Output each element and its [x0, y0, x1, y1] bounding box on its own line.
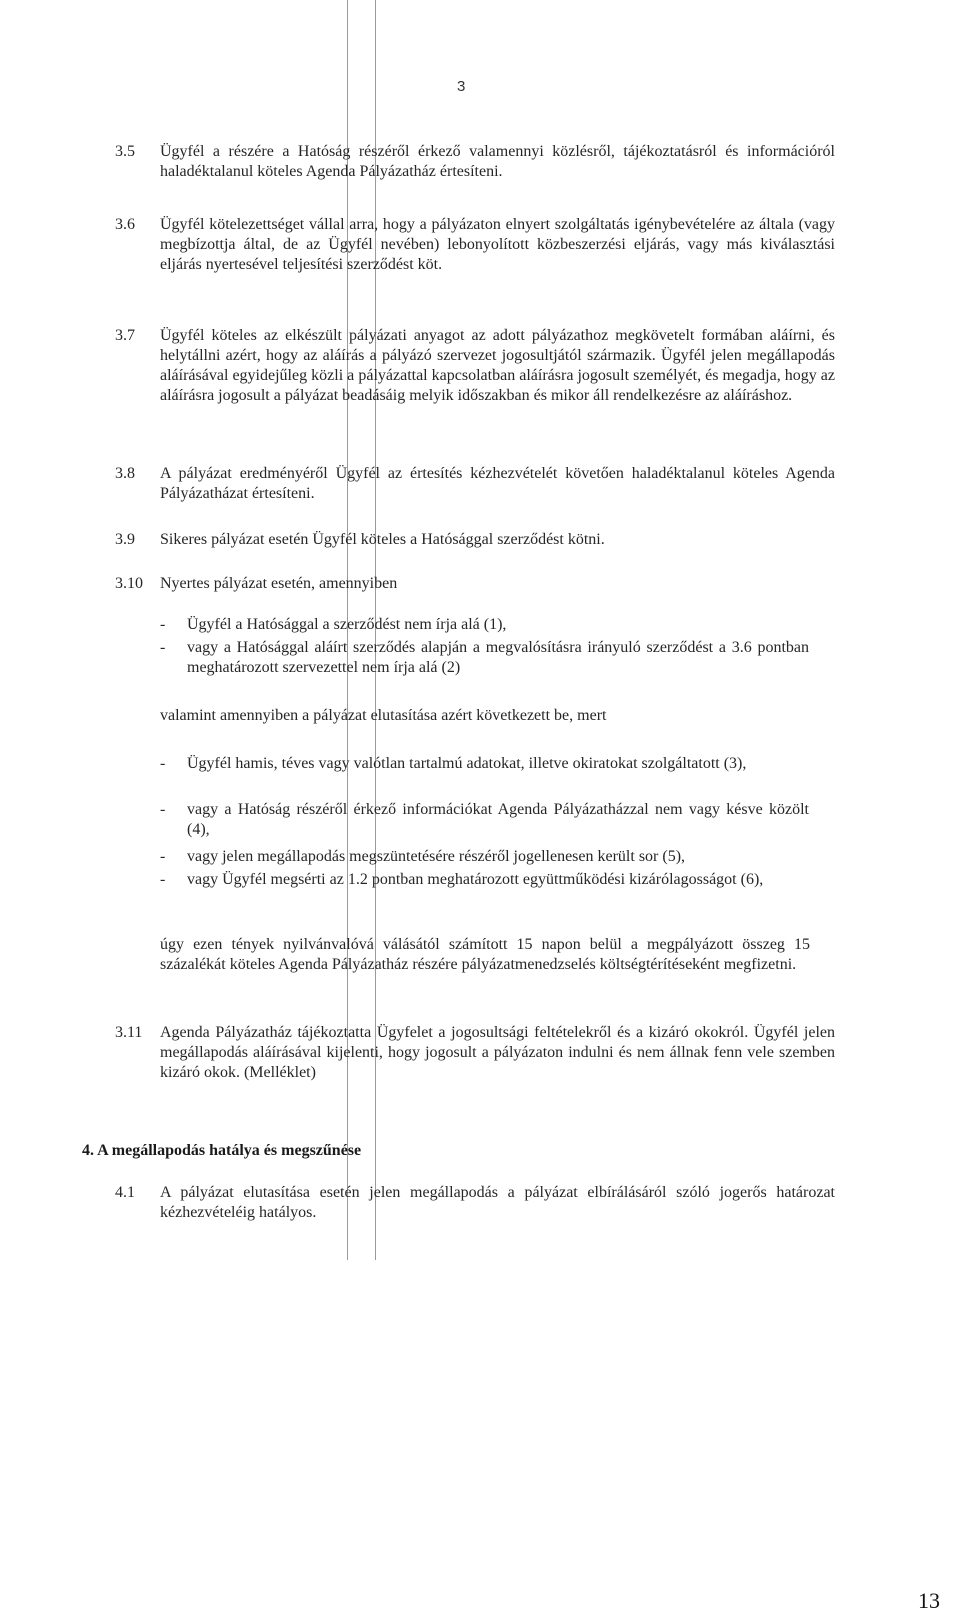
section-number: 3.11: [115, 1024, 143, 1041]
paragraph-ugy: úgy ezen tények nyilvánvalóvá válásától számított 15 napon belül a megpályázott összeg 15 százalékát köteles Agenda Pályázatház részére pályázatmenedzselés költségtérítéseként megfizetni.: [160, 936, 810, 973]
paragraph-valamint: valamint amennyiben a pályázat elutasítása azért következett be, mert: [160, 707, 607, 724]
section-number: 3.9: [115, 531, 135, 548]
section-number: 4.1: [115, 1184, 135, 1201]
list-dash: -: [160, 616, 166, 633]
section-text: Ügyfél kötelezettséget vállal arra, hogy a pályázaton elnyert szolgáltatás igénybevételére az általa (vagy megbízottja által, de az Ügyfél nevében) lebonyolított közbeszerzési eljárás, vagy más kiválasztási eljárás nyertesével teljesítési szerződést köt.: [160, 216, 835, 273]
list-item-text: vagy a Hatóság részéről érkező információkat Agenda Pályázatházzal nem vagy késve közölt (4),: [187, 801, 809, 838]
list-dash: -: [160, 801, 166, 818]
section-text: Agenda Pályázatház tájékoztatta Ügyfelet a jogosultsági feltételekről és a kizáró okokról. Ügyfél jelen megállapodás aláírásával kijelenti, hogy jogosult a pályázaton indulni és nem állnak fenn vele szemben kizáró okok. (Melléklet): [160, 1024, 835, 1081]
list-dash: -: [160, 639, 166, 656]
section-text: A pályázat elutasítása esetén jelen megállapodás a pályázat elbírálásáról szóló jogerős határozat kézhezvételéig hatályos.: [160, 1184, 835, 1221]
sheet-number: 13: [918, 1588, 940, 1613]
section-text: A pályázat eredményéről Ügyfél az értesítés kézhezvételét követően haladéktalanul köteles Agenda Pályázatházat értesíteni.: [160, 465, 835, 502]
section-number: 3.10: [115, 575, 143, 592]
section-text: Nyertes pályázat esetén, amennyiben: [160, 575, 398, 592]
page-number: 3: [457, 78, 466, 95]
list-item-text: vagy jelen megállapodás megszüntetésére részéről jogellenesen került sor (5),: [187, 848, 686, 865]
section-text: Ügyfél a részére a Hatóság részéről érkező valamennyi közlésről, tájékoztatásról és információról haladéktalanul köteles Agenda Pályázatház értesíteni.: [160, 143, 835, 180]
list-dash: -: [160, 848, 166, 865]
list-dash: -: [160, 755, 166, 772]
list-item-text: Ügyfél a Hatósággal a szerződést nem írja alá (1),: [187, 616, 507, 633]
section-number: 3.7: [115, 327, 135, 344]
section-number: 3.6: [115, 216, 135, 233]
list-item-text: vagy a Hatósággal aláírt szerződés alapján a megvalósításra irányuló szerződést a 3.6 pontban meghatározott szervezettel nem írja alá (2): [187, 639, 809, 676]
section-text: Ügyfél köteles az elkészült pályázati anyagot az adott pályázathoz megkövetelt formában aláírni, és helytállni azért, hogy az aláírás a pályázó szervezet jogosultjától származik. Ügyfél jelen megállapodás aláírásával egyidejűleg közli a pályázattal kapcsolatban aláírásra jogosult személyét, és megadja, hogy az aláírásra jogosult a pályázat beadásáig melyik időszakban és mikor áll rendelkezésre az aláíráshoz.: [160, 327, 835, 404]
list-item-text: vagy Ügyfél megsérti az 1.2 pontban meghatározott együttműködési kizárólagosságot (6),: [187, 871, 764, 888]
section-number: 3.5: [115, 143, 135, 160]
section-text: Sikeres pályázat esetén Ügyfél köteles a Hatósággal szerződést kötni.: [160, 531, 605, 548]
list-dash: -: [160, 871, 166, 888]
list-item-text: Ügyfél hamis, téves vagy valótlan tartalmú adatokat, illetve okiratokat szolgáltatott (3),: [187, 755, 747, 772]
section-number: 3.8: [115, 465, 135, 482]
section-heading: 4. A megállapodás hatálya és megszűnése: [82, 1142, 362, 1159]
